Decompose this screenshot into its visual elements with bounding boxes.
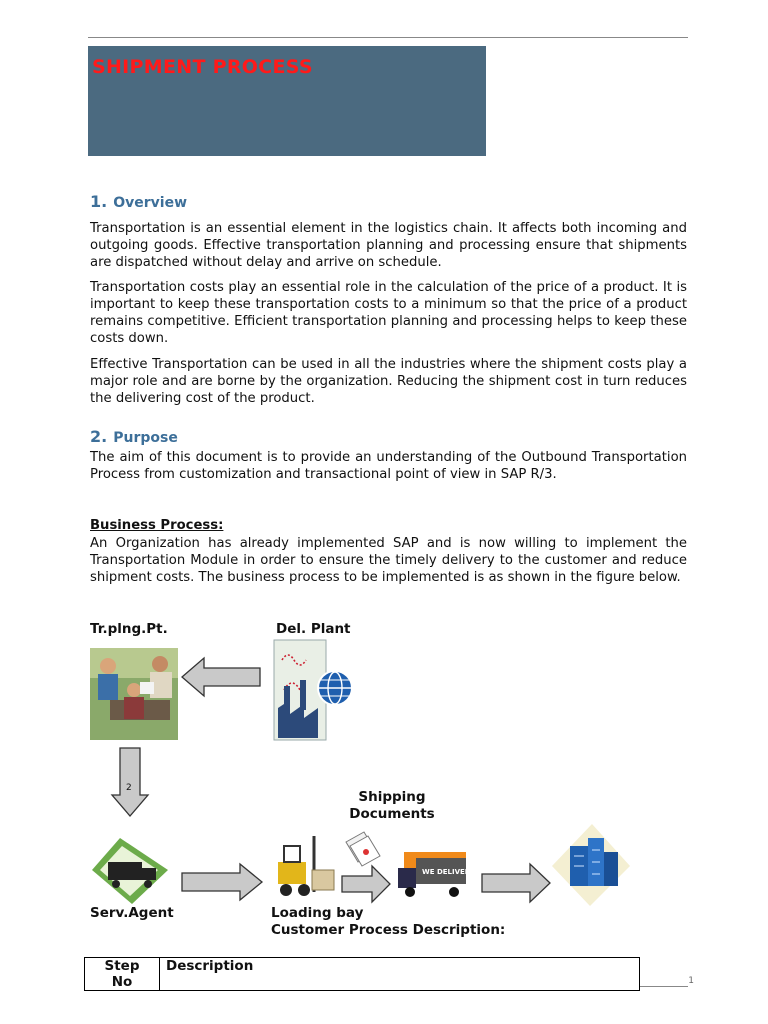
down-arrow-icon [112,748,148,816]
customer-process-label: Customer Process Description: [271,922,506,938]
delivery-plant-label: Del. Plant [276,621,351,637]
purpose-title: Purpose [113,430,178,446]
documents-clipart [346,832,380,866]
steps-table [84,957,640,991]
business-process-paragraph: An Organization has already implemented SAP and is now willing to implement the Transportation Module in order to ensure the timely delivery to the customer and reduce shipment costs. The business process to be implemented is as shown in the figure below. [90,536,687,585]
business-process-title: Business Process: [90,518,224,533]
left-arrow-icon [182,658,260,696]
truck-text: WE DELIVER [422,868,471,876]
buildings-clipart [552,824,630,906]
right-arrow-icon [342,866,390,902]
page-title: SHIPMENT PROCESS [92,56,313,78]
overview-paragraph-3: Effective Transportation can be used in all the industries where the shipment costs play a major role and are borne by the organization. Reducing the shipment cost in turn reduces the delivering cost of the product. [90,357,687,406]
meeting-clipart [90,648,178,740]
down-arrow-number: 2 [126,783,132,793]
overview-title: Overview [113,195,187,211]
service-agent-clipart [92,838,168,904]
loading-bay-label: Loading bay [271,905,364,921]
purpose-number: 2. [90,427,108,446]
shipping-documents-label: Shipping Documents [349,789,435,822]
purpose-paragraph: The aim of this document is to provide an understanding of the Outbound Transportation Process from customization and transactional point of view in SAP R/3. [90,450,687,482]
right-arrow-icon [482,864,550,902]
overview-number: 1. [90,192,108,211]
footer-rule [640,986,688,987]
description-header: Description [160,958,640,991]
overview-paragraph-1: Transportation is an essential element in the logistics chain. It affects both incoming and outgoing goods. Effective transportation planning and processing ensure that shipments are dispatched without delay and arrive on schedule. [90,221,687,270]
forklift-clipart [278,836,334,896]
overview-paragraph-2: Transportation costs play an essential role in the calculation of the price of a product. It is important to keep these transportation costs to a minimum so that the price of a product remains competitive. Efficient transportation planning and processing helps to keep these costs down. [90,280,687,346]
step-no-header: Step No [85,958,160,991]
factory-clipart [274,640,352,740]
page-number: 1 [688,976,694,986]
service-agent-label: Serv.Agent [90,905,174,921]
right-arrow-icon [182,864,262,900]
planning-point-label: Tr.plng.Pt. [90,621,168,637]
